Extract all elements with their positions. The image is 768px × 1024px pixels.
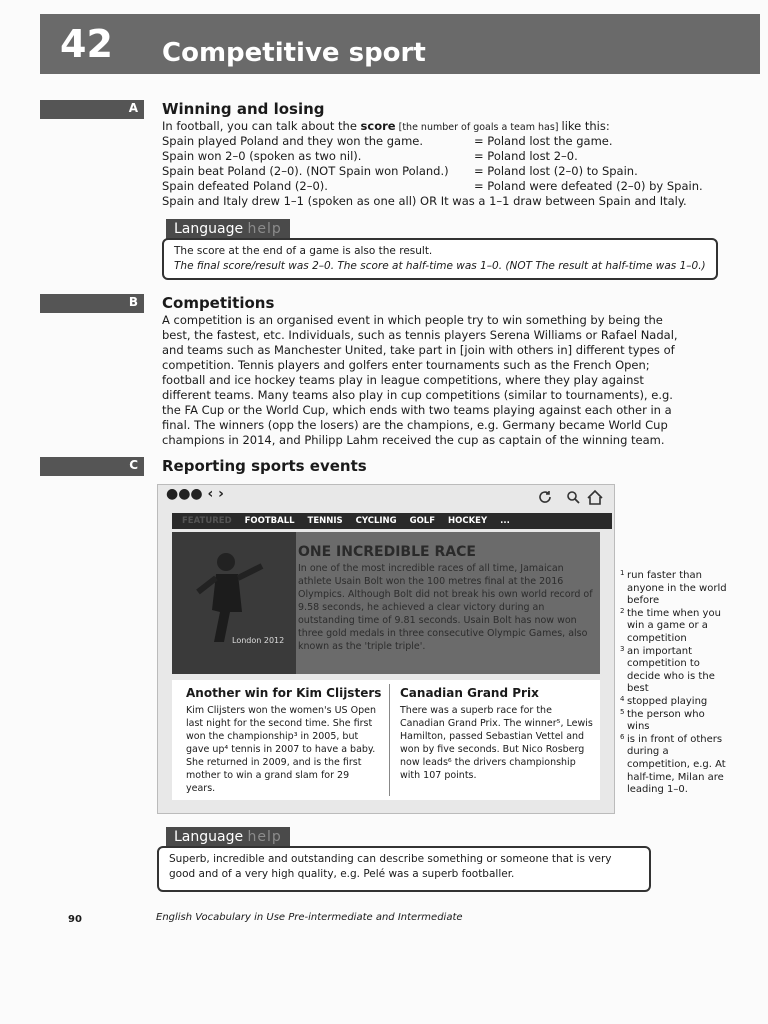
nav-football[interactable]: FOOTBALL [244, 516, 295, 526]
section-a-letter: A [128, 101, 138, 115]
section-c-letter: C [129, 458, 138, 472]
article-1-title[interactable]: Another win for Kim Clijsters [186, 686, 382, 700]
search-icon-handle [575, 499, 579, 503]
browser-icons-svg [536, 488, 606, 506]
lh-c-label-main: Language [174, 829, 244, 845]
section-a-title: Winning and losing [162, 100, 325, 118]
lh-c-line-2: good and of a very high quality, e.g. Pelé was a superb footballer. [169, 868, 515, 880]
nav-cycling[interactable]: CYCLING [355, 516, 397, 526]
score-right-row-1: = Poland lost the game. [474, 134, 613, 148]
intro-prefix: In football, you can talk about the [162, 119, 361, 133]
hero-photo [172, 532, 296, 674]
site-nav-bar [172, 513, 612, 529]
section-b-title: Competitions [162, 294, 275, 312]
note-6: 6 is in front of others during a competition, e.g. At half-time, Milan are leading 1–0. [620, 732, 726, 796]
section-c-tab [40, 457, 144, 476]
lh-label-faint: help [247, 221, 282, 237]
score-right-row-3: = Poland lost (2–0) to Spain. [474, 164, 638, 178]
nav-faint: FEATURED [182, 516, 232, 526]
photo-caption: London 2012 [232, 636, 285, 645]
nav-hockey[interactable]: HOCKEY [448, 516, 488, 526]
section-b-letter: B [128, 295, 138, 309]
language-help-label-a [166, 219, 290, 240]
article-2-title[interactable]: Canadian Grand Prix [400, 686, 539, 700]
book-title: English Vocabulary in Use Pre-intermediate and Intermediate [156, 912, 463, 923]
lh-label-main: Language [174, 221, 244, 237]
browser-nav-dots: ●●● ‹ › [166, 486, 224, 502]
note-1: 1 run faster than anyone in the world before [620, 569, 727, 607]
score-left-row-2: Spain won 2–0 (spoken as two nil). [162, 149, 362, 163]
intro-suffix: like this: [561, 119, 610, 133]
hero-text: In one of the most incredible races of all time, Jamaican athlete Usain Bolt won the 100 metres final at the 2016 Olympics. Although Bolt did not break his own world record of 9.58 seconds, he achieved a clear victory during an outstanding time of 9.81 seconds. Usain Bolt has now won three gold medals in three consecutive Olympic Games, also known as the 'triple triple'. [298, 563, 593, 652]
lh-a-line-1: The score at the end of a game is also the result. [174, 245, 433, 257]
score-left-row-4: Spain defeated Poland (2–0). [162, 179, 328, 193]
language-help-box-a [162, 238, 718, 280]
intro-bold: score [360, 119, 396, 133]
note-3: 3 an important competition to decide who is the best [620, 644, 715, 695]
article-1-text: Kim Clijsters won the women's US Open last night for the second time. She first won the championship³ in 2005, but gave up⁴ tennis in 2007 to have a baby. She returned in 2009, and is the first mother to win a grand slam for 29 years. [186, 705, 376, 794]
section-b-tab [40, 294, 144, 313]
section-a-tab [40, 100, 144, 119]
browser-toolbar-icons [536, 488, 606, 506]
section-b-text: A competition is an organised event in which people try to win something by being the best, the fastest, etc. Individuals, such as tennis players Serena Williams or Rafael Nadal, and teams such as Manchester United, take part in [join with others in] different types of competition. Tennis players and golfers enter tournaments such as the French Open; football and ice hockey teams play in league competitions, where they play against different teams. Many teams also play in cup competitions (similar to tournaments), e.g. the FA Cup or the World Cup, which ends with two teams playing against each other in a final. The winners (opp the losers) are the champions, e.g. Germany became World Cup champions in 2014, and Philipp Lahm received the cup as captain of the winning team. [162, 313, 678, 447]
reload-icon [540, 491, 550, 502]
note-4: 4 stopped playing [620, 694, 708, 707]
search-icon [568, 492, 576, 500]
note-2: 2 the time when you win a game or a competition [620, 606, 721, 644]
unit-title: Competitive sport [162, 38, 426, 68]
language-help-label-c [166, 827, 290, 848]
nav-more[interactable]: ... [500, 516, 510, 526]
nav-tennis[interactable]: TENNIS [307, 516, 343, 526]
footnotes [620, 570, 730, 797]
unit-number: 42 [60, 22, 113, 66]
section-c-title: Reporting sports events [162, 457, 367, 475]
athlete-figure [172, 532, 296, 674]
home-icon [588, 491, 602, 504]
nav-golf[interactable]: GOLF [409, 516, 436, 526]
score-right-row-2: = Poland lost 2–0. [474, 149, 578, 163]
page-number: 90 [68, 914, 82, 925]
hero-title: ONE INCREDIBLE RACE [298, 544, 476, 560]
score-left-row-1: Spain played Poland and they won the game. [162, 134, 424, 148]
language-help-box-c [157, 846, 651, 892]
lh-c-label-faint: help [247, 829, 282, 845]
lh-a-line-2: The final score/result was 2–0. The score at half-time was 1–0. (NOT The result at half-time was 1–0.) [174, 260, 706, 272]
article-2-text: There was a superb race for the Canadian Grand Prix. The winner⁵, Lewis Hamilton, passed Sebastian Vettel and won by five seconds. But Nico Rosberg now leads⁶ the drivers championship with 107 points. [400, 705, 593, 781]
section-a-intro [162, 119, 702, 135]
lh-c-line-1: Superb, incredible and outstanding can describe something or someone that is very [169, 853, 612, 865]
draw-row: Spain and Italy drew 1–1 (spoken as one all) OR It was a 1–1 draw between Spain and Italy. [162, 194, 687, 208]
score-right-row-4: = Poland were defeated (2–0) by Spain. [474, 179, 703, 193]
score-left-row-3: Spain beat Poland (2–0). (NOT Spain won Poland.) [162, 164, 449, 178]
article-divider [389, 684, 390, 796]
note-5: 5 the person who wins [620, 707, 705, 733]
intro-note: [the number of goals a team has] [395, 122, 562, 133]
